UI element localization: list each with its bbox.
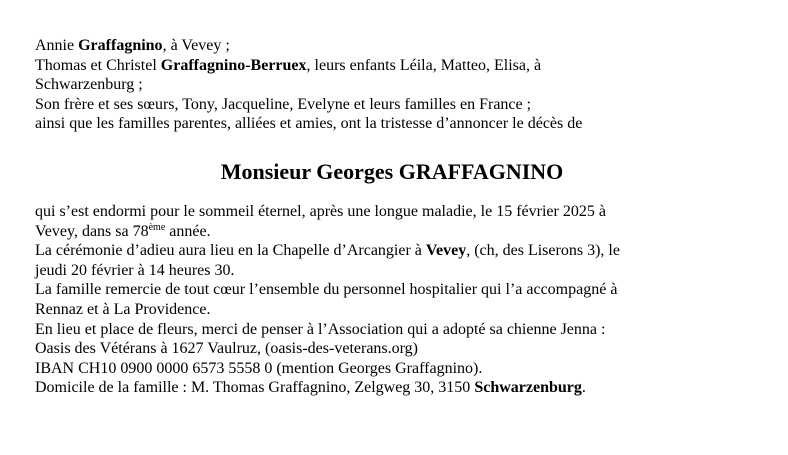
surname: Graffagnino-Berruex: [160, 56, 307, 74]
text-segment: , leurs enfants Léila, Matteo, Elisa, à: [306, 56, 542, 74]
text-segment: .: [581, 379, 586, 397]
details-line: [35, 261, 755, 281]
text-segment: jeudi 20 février à 14 heures 30.: [35, 261, 235, 279]
family-line: [35, 56, 755, 76]
family-block: [35, 36, 755, 134]
text-segment: ainsi que les familles parentes, alliées et amies, ont la tristesse d’annoncer le décès de: [35, 115, 583, 133]
text-segment: Oasis des Vétérans à 1627 Vaulruz, (oasis-des-veterans.org): [35, 340, 419, 358]
deceased-name: Monsieur Georges GRAFFAGNINO: [220, 158, 564, 184]
details-line: [35, 280, 755, 300]
details-line: [35, 202, 755, 222]
text-segment: qui s’est endormi pour le sommeil éternel, après une longue maladie, le 15 février 2025 à: [35, 202, 606, 220]
place-name: Vevey: [425, 242, 467, 260]
details-block: [35, 202, 755, 398]
text-segment: Schwarzenburg ;: [35, 76, 143, 94]
text-segment: Son frère et ses sœurs, Tony, Jacqueline, Evelyne et leurs familles en France ;: [35, 95, 532, 113]
text-segment: IBAN CH10 0900 0000 6573 5558 0 (mention Georges Graffagnino).: [35, 359, 483, 377]
family-line: [35, 36, 755, 56]
announcement-line: [35, 114, 755, 134]
text-segment: Domicile de la famille : M. Thomas Graffagnino, Zelgweg 30, 3150: [35, 379, 475, 397]
details-line: [35, 359, 755, 379]
details-line: [35, 241, 755, 261]
text-segment: En lieu et place de fleurs, merci de penser à l’Association qui a adopté sa chienne Jenna :: [35, 320, 606, 338]
text-segment: année.: [165, 222, 211, 240]
ordinal-suffix: ème: [148, 221, 166, 233]
text-segment: La cérémonie d’adieu aura lieu en la Chapelle d’Arcangier à: [35, 242, 426, 260]
text-segment: Thomas et Christel: [35, 56, 161, 74]
details-line: [35, 339, 755, 359]
details-line: [35, 320, 755, 340]
details-line: [35, 378, 755, 398]
place-name: Schwarzenburg: [474, 379, 582, 397]
text-segment: , à Vevey ;: [162, 37, 230, 54]
text-segment: La famille remercie de tout cœur l’ensemble du personnel hospitalier qui l’a accompagné à: [35, 281, 618, 299]
details-line: [35, 300, 755, 320]
text-segment: Vevey, dans sa 78: [35, 222, 149, 240]
text-segment: Annie: [35, 37, 79, 54]
text-segment: Rennaz et à La Providence.: [35, 300, 211, 318]
family-line: [35, 95, 755, 115]
surname: Graffagnino: [78, 37, 163, 54]
text-segment: , (ch, des Liserons 3), le: [466, 242, 620, 260]
details-line: [35, 222, 755, 242]
family-line: [35, 75, 755, 95]
death-notice: [35, 36, 755, 398]
